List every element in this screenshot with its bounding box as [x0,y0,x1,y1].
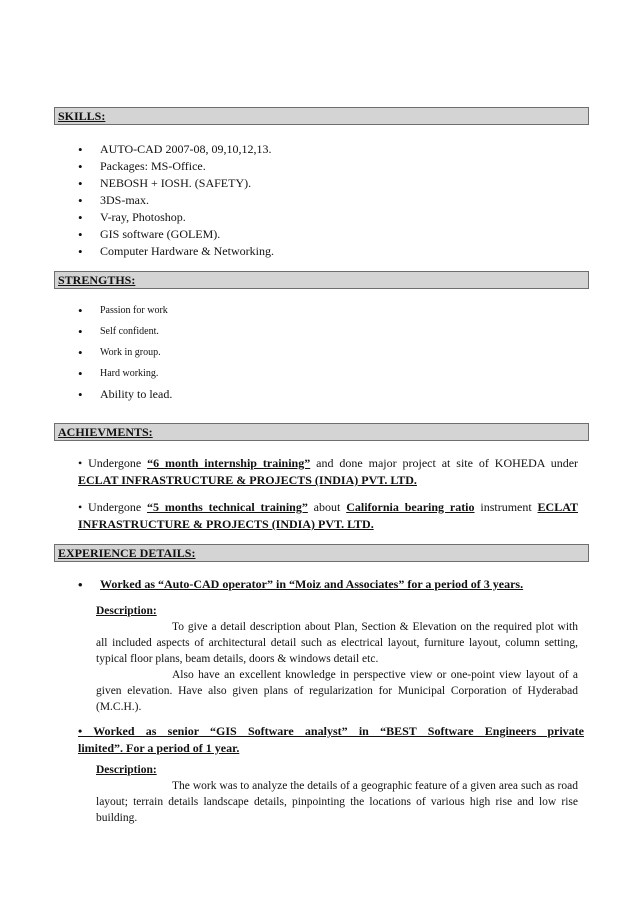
company-name: ECLAT INFRASTRUCTURE & PROJECTS (INDIA) PVT. LTD. [78,473,417,487]
job-title-cont: limited”. For a period of 1 year. [78,741,240,755]
achievement-text: instrument [474,500,538,514]
achievement-topic: California bearing ratio [346,500,475,514]
achievement-text: Undergone [88,456,148,470]
strengths-list-last [78,386,578,403]
experience-heading: EXPERIENCE DETAILS: [54,544,589,562]
achievement-1 [78,455,578,489]
description-label: Description: [96,605,157,617]
strengths-heading: STRENGTHS: [54,271,589,289]
bullet-icon: • [78,500,83,514]
bullet-icon: • [78,724,94,738]
description-text: The work was to analyze the details of a geographic feature of a given area such as road layout; terrain details landscape details, pinpointing the locations of various high rise and low rise building. [96,780,578,824]
strengths-list [78,300,578,384]
experience-job-1 [78,576,588,593]
achievement-2 [78,499,578,533]
list-item: • Passion for work [78,300,578,321]
achievement-emphasis: “5 months technical training” [146,500,308,514]
company-name: ECLAT INFRASTRUCTURE & PROJECTS (INDIA) PVT. LTD. [78,500,578,531]
description-text: Also have an excellent knowledge in perspective view or one-point view layout of a given elevation. Have also given plans of regularization for Municipal Corporation of Hyderabad (M.C.H.). [96,669,578,713]
list-item: • Packages: MS-Office. [78,158,578,175]
description-text: To give a detail description about Plan, Section & Elevation on the required plot with all included aspects of architectural detail such as electrical layout, furniture layout, column setting, typical floor plans, beam details, doors & windows detail etc. [96,621,578,665]
list-item: • Ability to lead. [78,386,578,403]
list-item: • AUTO-CAD 2007-08, 09,10,12,13. [78,141,578,158]
list-item: • V-ray, Photoshop. [78,209,578,226]
list-item: • Work in group. [78,342,578,363]
list-item: • 3DS-max. [78,192,578,209]
achievement-text: and done major project at site of KOHEDA under [310,456,579,470]
list-item: • NEBOSH + IOSH. (SAFETY). [78,175,578,192]
experience-job-2 [78,723,584,757]
job-title: • Worked as “Auto-CAD operator” in “Moiz and Associates” for a period of 3 years. [78,576,588,593]
achievement-text: Undergone [88,500,147,514]
bullet-icon: • [78,456,83,470]
achievement-emphasis: “6 month internship training” [147,456,311,470]
job-1-description [96,603,578,715]
skills-list [78,141,578,260]
list-item: • Computer Hardware & Networking. [78,243,578,260]
description-label: Description: [96,764,157,776]
achievements-heading: ACHIEVMENTS: [54,423,589,441]
list-item: • GIS software (GOLEM). [78,226,578,243]
skills-heading: SKILLS: [54,107,589,125]
list-item: • Self confident. [78,321,578,342]
achievement-text: about [307,500,347,514]
job-2-description [96,762,578,826]
job-title: Worked as senior “GIS Software analyst” in “BEST Software Engineers private [93,724,584,738]
list-item: • Hard working. [78,363,578,384]
